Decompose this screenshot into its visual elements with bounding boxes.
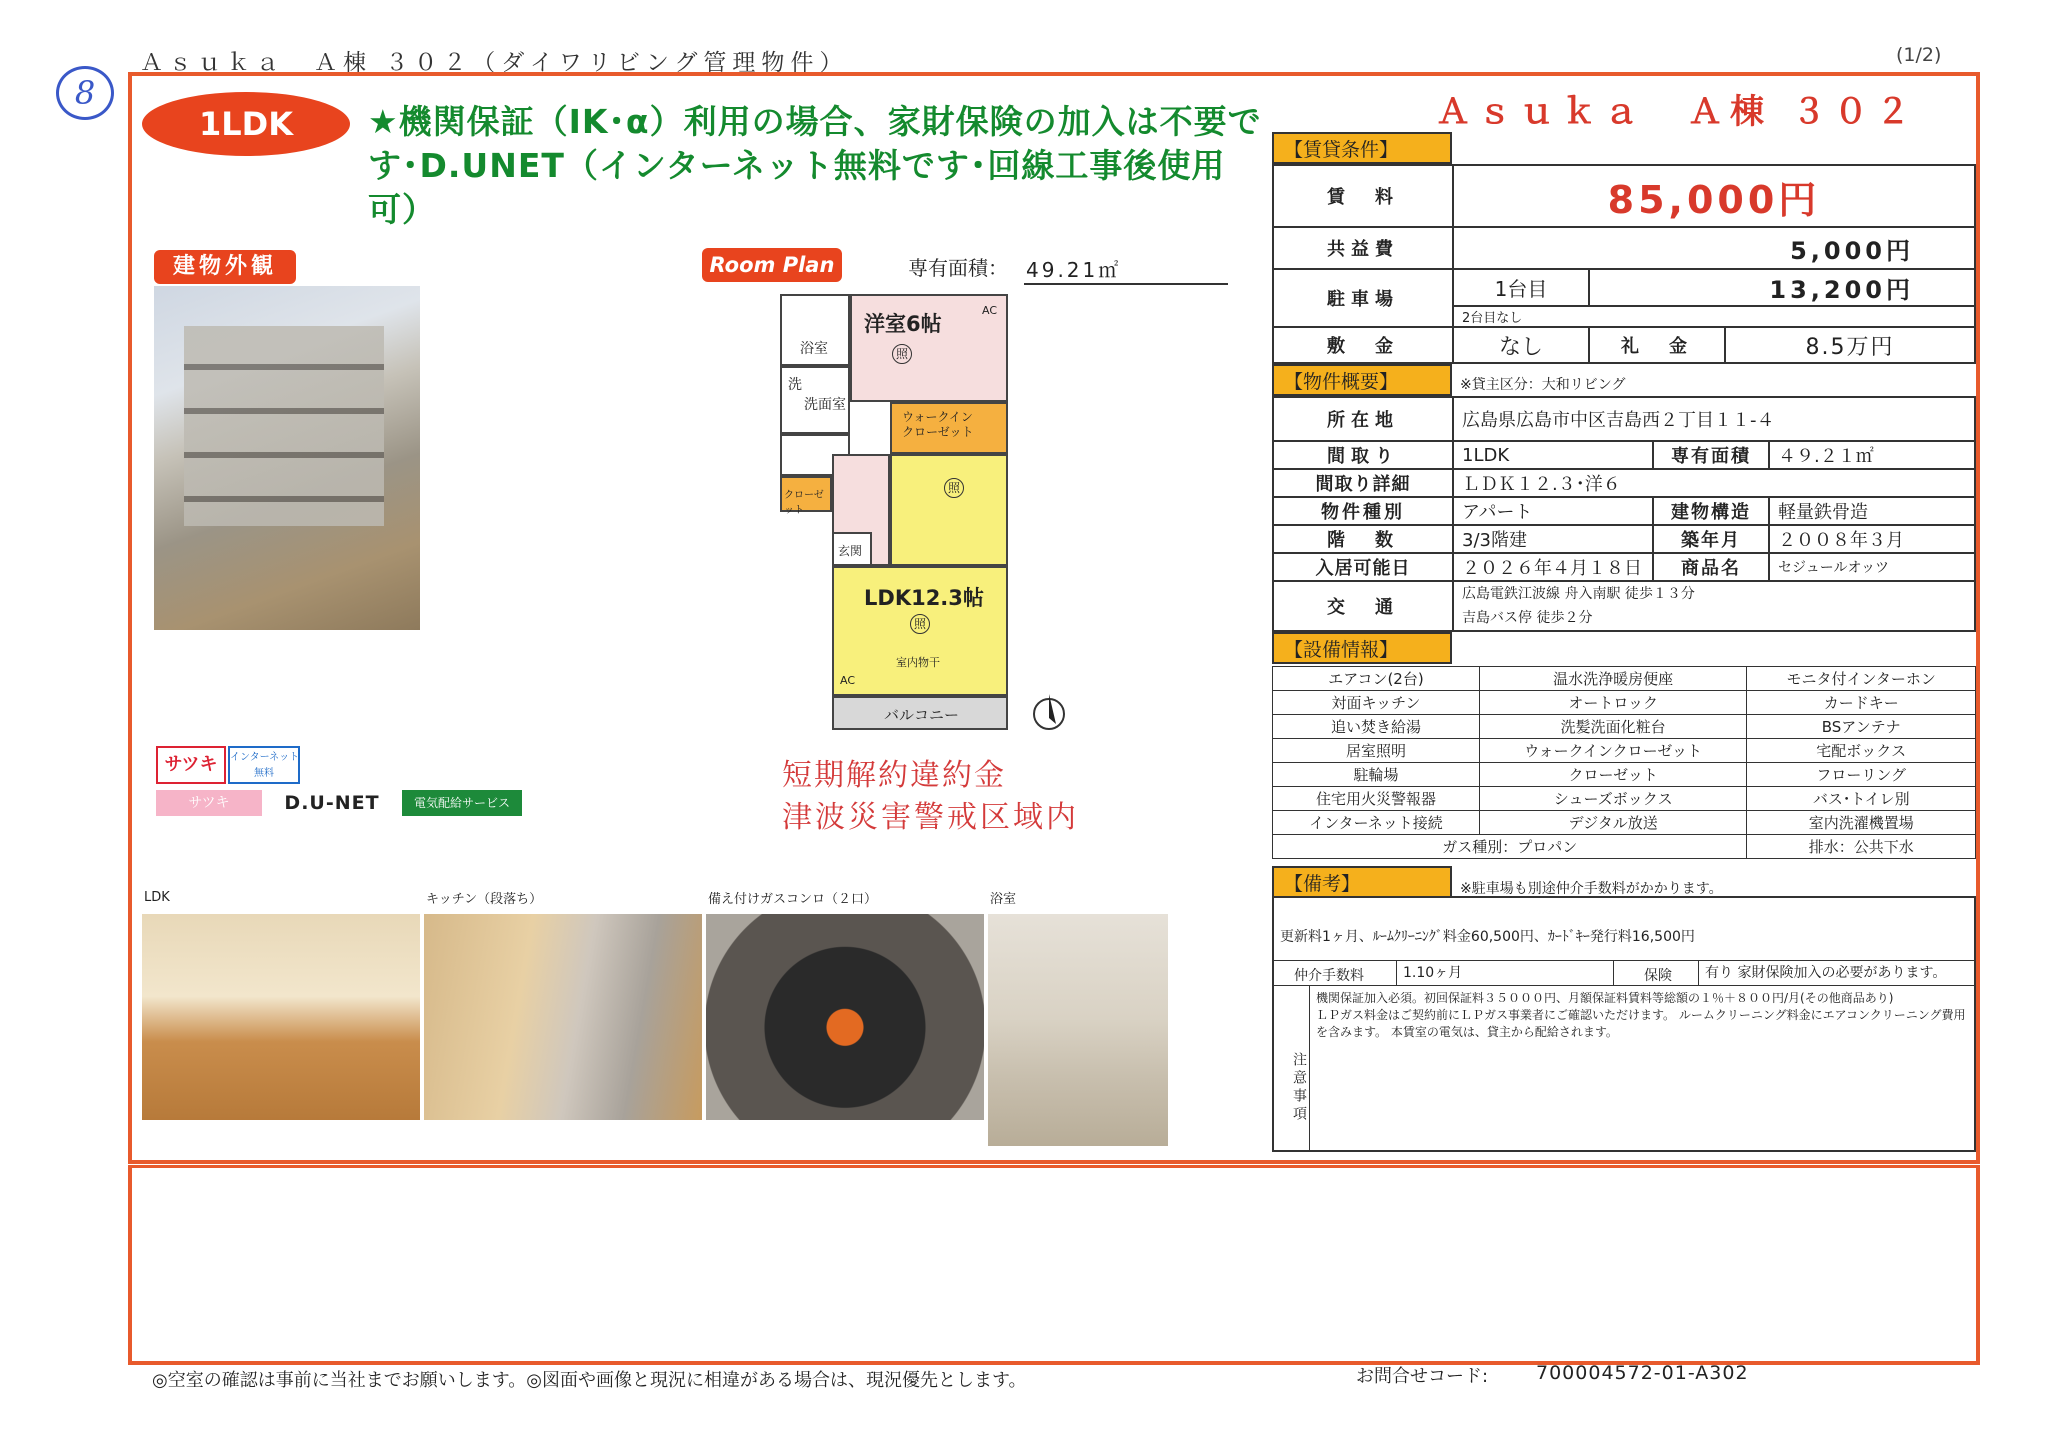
built-value: ２００８年３月 xyxy=(1769,525,1975,553)
floors-label: 階 数 xyxy=(1273,525,1453,553)
remarks-box xyxy=(1272,896,1976,1152)
ac-label: AC xyxy=(840,674,856,687)
closet-label: クローゼット xyxy=(784,490,824,516)
photo-caption: 備え付けガスコンロ（２口） xyxy=(708,892,878,907)
lender-note: ※貸主区分：大和リビング xyxy=(1460,377,1626,393)
facility-item: バス･トイレ別 xyxy=(1747,787,1976,811)
kitchen-area xyxy=(890,454,1008,566)
page-index-circle: 8 xyxy=(56,66,114,120)
rent-value: 85,000円 xyxy=(1453,165,1975,227)
type-label: 物件種別 xyxy=(1273,497,1453,525)
western-room xyxy=(850,294,1008,402)
key-money-value: 8.5万円 xyxy=(1725,327,1975,363)
transport-label: 交 通 xyxy=(1273,581,1453,631)
address-label: 所在地 xyxy=(1273,397,1453,441)
product-label: 商品名 xyxy=(1653,553,1769,581)
light-icon: 照 xyxy=(892,344,912,364)
entrance xyxy=(832,532,872,566)
parking-first-label: 1台目 xyxy=(1453,269,1589,306)
common-fee-value: 5,000円 xyxy=(1453,227,1975,269)
facility-item: BSアンテナ xyxy=(1747,715,1976,739)
rental-conditions-table xyxy=(1272,164,1976,364)
deposit-value: なし xyxy=(1453,327,1589,363)
exterior-label: 建物外観 xyxy=(154,250,296,284)
area-value: 49.21㎡ xyxy=(1024,254,1228,285)
kitchen-photo xyxy=(424,914,702,1120)
entrance-label: 玄関 xyxy=(838,544,863,558)
structure-value: 軽量鉄骨造 xyxy=(1769,497,1975,525)
western-room-label: 洋室6帖 xyxy=(864,312,942,336)
facility-item: オートロック xyxy=(1479,691,1747,715)
layout-value: 1LDK xyxy=(1453,441,1653,469)
parking-first-value: 13,200円 xyxy=(1589,269,1975,306)
conditions-section-header: 【賃貸条件】 xyxy=(1272,132,1452,164)
facility-row xyxy=(1273,787,1976,811)
ac-label: AC xyxy=(982,304,998,317)
dunet-logo: D.U-NET xyxy=(264,790,400,816)
area-label-right: 専有面積 xyxy=(1653,441,1769,469)
light-icon: 照 xyxy=(944,478,964,498)
floors-value: 3/3階建 xyxy=(1453,525,1653,553)
closet xyxy=(780,476,832,516)
facility-item: 宅配ボックス xyxy=(1747,739,1976,763)
facility-row xyxy=(1273,667,1976,691)
room-plan-label: Room Plan xyxy=(702,248,842,282)
document-title: Ａｓｕｋａ Ａ棟 ３０２（ダイワリビング管理物件） xyxy=(140,50,849,76)
tsunami-zone-notice: 津波災害警戒区域内 xyxy=(782,800,1079,835)
drainage-type: 排水：公共下水 xyxy=(1747,835,1976,859)
facility-item: 居室照明 xyxy=(1273,739,1480,763)
facility-item: 駐輪場 xyxy=(1273,763,1480,787)
broker-fee-value: 1.10ヶ月 xyxy=(1396,961,1614,985)
photo-caption: LDK xyxy=(144,890,170,905)
movein-value: ２０２６年４月１８日 xyxy=(1453,553,1653,581)
transport-line-1: 広島電鉄江波線 舟入南駅 徒歩１３分 xyxy=(1462,586,1695,602)
key-money-label: 礼 金 xyxy=(1589,327,1725,363)
light-icon: 照 xyxy=(910,614,930,634)
bath-label: 浴室 xyxy=(800,341,828,357)
movein-label: 入居可能日 xyxy=(1273,553,1453,581)
washroom-label: 洗面室 xyxy=(804,397,846,413)
walkin-label: ウォークイン クローゼット xyxy=(902,410,974,439)
facility-row xyxy=(1273,691,1976,715)
balcony-label: バルコニー xyxy=(884,706,960,724)
building-title: Ａｓｕｋａ Ａ棟 ３０２ xyxy=(1436,92,1918,132)
exterior-photo xyxy=(154,286,420,630)
layout-detail-label: 間取り詳細 xyxy=(1273,469,1453,497)
ldk-label: LDK12.3帖 xyxy=(864,586,984,610)
parking-fee-note: ※駐車場も別途仲介手数料がかかります。 xyxy=(1460,881,1723,897)
facility-item: 室内洗濯機置場 xyxy=(1747,811,1976,835)
deposit-label: 敷 金 xyxy=(1273,327,1453,363)
facility-row xyxy=(1273,715,1976,739)
photo-caption: キッチン（段落ち） xyxy=(426,892,543,907)
layout-label: 間取り xyxy=(1273,441,1453,469)
satsuki-badge: サツキ xyxy=(156,746,226,784)
rent-label: 賃 料 xyxy=(1273,165,1453,227)
facility-item: インターネット接続 xyxy=(1273,811,1480,835)
gas-type: ガス種別：プロパン xyxy=(1273,835,1747,859)
internet-free-badge xyxy=(228,746,300,784)
electric-service-badge: 電気配給サービス xyxy=(402,790,522,816)
facility-item: エアコン(2台) xyxy=(1273,667,1480,691)
layout-detail-value: ＬＤＫ１２.３･洋６ xyxy=(1453,469,1975,497)
layout-type-badge: 1LDK xyxy=(142,92,350,156)
stove-photo xyxy=(706,914,984,1120)
blank-frame xyxy=(128,1165,1980,1365)
facilities-section-header: 【設備情報】 xyxy=(1272,632,1452,664)
facility-item: ウォークインクローゼット xyxy=(1479,739,1747,763)
product-value: セジュールオッツ xyxy=(1769,553,1975,581)
indoor-dry-label: 室内物干 xyxy=(896,656,940,669)
parking-second-note: 2台目なし xyxy=(1453,306,1975,327)
remarks-section-header: 【備考】 xyxy=(1272,866,1452,898)
address-value: 広島県広島市中区吉島西２丁目１１-４ xyxy=(1453,397,1975,441)
renewal-fees: 更新料1ヶ月、ﾙｰﾑｸﾘｰﾆﾝｸﾞ料金60,500円、ｶｰﾄﾞｷｰ発行料16,500円 xyxy=(1280,929,1695,945)
early-termination-notice: 短期解約違約金 xyxy=(782,758,1006,793)
facility-item: シューズボックス xyxy=(1479,787,1747,811)
balcony xyxy=(832,696,1008,730)
facility-item: 住宅用火災警報器 xyxy=(1273,787,1480,811)
ldk-photo xyxy=(142,914,420,1120)
page-number: (1/2) xyxy=(1896,44,1942,66)
facility-row xyxy=(1273,763,1976,787)
area-label: 専有面積： xyxy=(908,256,1008,280)
facility-item: クローゼット xyxy=(1479,763,1747,787)
ldk-room xyxy=(832,566,1008,696)
walkin-closet xyxy=(890,402,1008,454)
insurance-value: 有り 家財保険加入の必要があります。 xyxy=(1698,961,1946,985)
service-strip xyxy=(156,790,508,816)
transport-line-2: 吉島バス停 徒歩２分 xyxy=(1462,610,1593,626)
facility-row xyxy=(1273,811,1976,835)
north-arrow-icon xyxy=(1032,690,1066,734)
facility-row xyxy=(1273,739,1976,763)
property-overview-table xyxy=(1272,396,1976,632)
satsuki-strip-logo: サツキ xyxy=(156,790,262,816)
facility-item: 追い焚き給湯 xyxy=(1273,715,1480,739)
overview-section-header: 【物件概要】 xyxy=(1272,364,1452,396)
headline-text: ★機関保証（IK･α）利用の場合、家財保険の加入は不要です･D.UNET（インターネット無料です･回線工事後使用可） xyxy=(368,102,1262,229)
facility-item: カードキー xyxy=(1747,691,1976,715)
common-fee-label: 共益費 xyxy=(1273,227,1453,269)
inquiry-code-label: お問合せコード: xyxy=(1356,1366,1489,1387)
floor-plan xyxy=(780,294,1008,732)
facilities-table xyxy=(1272,666,1976,859)
built-label: 築年月 xyxy=(1653,525,1769,553)
caution-text: 機関保証加入必須。初回保証料３５０００円、月額保証料賃料等総額の１％＋８００円/月(その他商品あり) ＬＰガス料金はご契約前にＬＰガス事業者にご確認いただけます。 ルームクリーニング料金にエアコンクリーニング費用を含みます。 本賃室の電気は、貸主から配給されます。 xyxy=(1316,991,1966,1039)
facility-item: デジタル放送 xyxy=(1479,811,1747,835)
facility-item: 対面キッチン xyxy=(1273,691,1480,715)
structure-label: 建物構造 xyxy=(1653,497,1769,525)
bath-room xyxy=(780,294,850,366)
washroom xyxy=(780,366,850,434)
insurance-label: 保険 xyxy=(1644,968,1672,984)
broker-fee-label: 仲介手数料 xyxy=(1294,968,1364,984)
photo-caption: 浴室 xyxy=(990,892,1017,907)
bath-photo xyxy=(988,914,1168,1146)
facility-item: 温水洗浄暖房便座 xyxy=(1479,667,1747,691)
parking-label: 駐車場 xyxy=(1273,269,1453,327)
inquiry-code: 700004572-01-A302 xyxy=(1536,1362,1749,1384)
footer-note: ◎空室の確認は事前に当社までお願いします。◎図面や画像と現況に相違がある場合は、現況優先とします。 xyxy=(152,1370,1027,1391)
internet-free-text: インターネット 無料 xyxy=(230,752,300,779)
transport-value xyxy=(1453,581,1975,631)
facility-item: フローリング xyxy=(1747,763,1976,787)
area-value-right: ４９.２１㎡ xyxy=(1769,441,1975,469)
facility-item: モニタ付インターホン xyxy=(1747,667,1976,691)
caution-label: 注意事項 xyxy=(1274,986,1310,1150)
facility-item: 洗髪洗面化粧台 xyxy=(1479,715,1747,739)
type-value: アパート xyxy=(1453,497,1653,525)
wash-label: 洗 xyxy=(788,377,802,393)
